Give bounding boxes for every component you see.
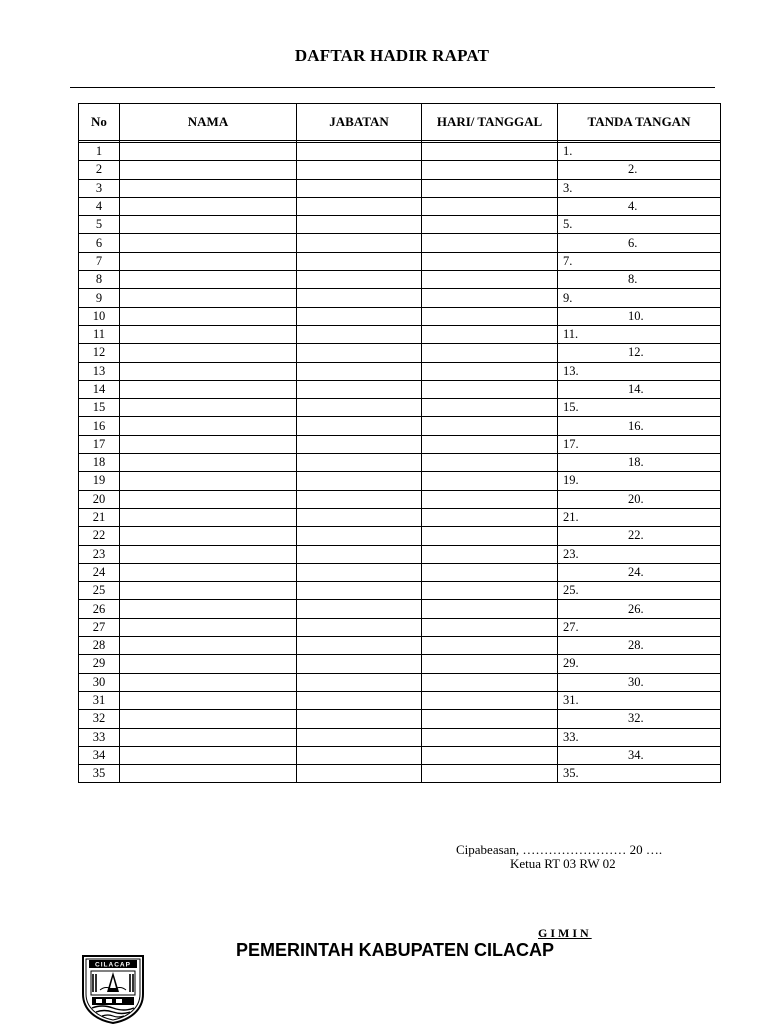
nama-cell [120, 380, 297, 398]
hari-tanggal-cell [422, 637, 558, 655]
column-header-hari-tanggal: HARI/ TANGGAL [422, 104, 558, 141]
signature-cell: 30. [558, 673, 721, 691]
table-row [79, 637, 721, 655]
jabatan-cell [297, 179, 422, 197]
nama-cell [120, 472, 297, 490]
column-header-tanda-tangan: TANDA TANGAN [558, 104, 721, 141]
jabatan-cell [297, 435, 422, 453]
jabatan-cell [297, 527, 422, 545]
signature-cell: 33. [558, 728, 721, 746]
jabatan-cell [297, 710, 422, 728]
hari-tanggal-cell [422, 655, 558, 673]
table-row [79, 234, 721, 252]
seal-text: CILACAP [95, 961, 131, 969]
nama-cell [120, 582, 297, 600]
nama-cell [120, 344, 297, 362]
signature-cell: 3. [558, 179, 721, 197]
row-number: 15 [79, 399, 120, 417]
jabatan-cell [297, 161, 422, 179]
signature-cell: 34. [558, 746, 721, 764]
table-row [79, 179, 721, 197]
signature-cell: 19. [558, 472, 721, 490]
table-row [79, 216, 721, 234]
signature-cell: 10. [558, 307, 721, 325]
signer-role: Ketua RT 03 RW 02 [510, 856, 616, 871]
row-number: 4 [79, 197, 120, 215]
signature-cell: 22. [558, 527, 721, 545]
regency-seal-icon [80, 954, 146, 1024]
jabatan-cell [297, 600, 422, 618]
table-row [79, 527, 721, 545]
nama-cell [120, 252, 297, 270]
nama-cell [120, 161, 297, 179]
hari-tanggal-cell [422, 600, 558, 618]
hari-tanggal-cell [422, 508, 558, 526]
column-header-jabatan: JABATAN [297, 104, 422, 141]
place-date-line: Cipabeasan, …………………… 20 …. [456, 842, 663, 857]
column-header-nama: NAMA [120, 104, 297, 141]
nama-cell [120, 362, 297, 380]
nama-cell [120, 746, 297, 764]
signature-cell: 32. [558, 710, 721, 728]
nama-cell [120, 691, 297, 709]
table-row [79, 545, 721, 563]
nama-cell [120, 289, 297, 307]
table-row [79, 143, 721, 161]
jabatan-cell [297, 380, 422, 398]
nama-cell [120, 179, 297, 197]
table-row [79, 307, 721, 325]
row-number: 32 [79, 710, 120, 728]
row-number: 11 [79, 325, 120, 343]
nama-cell [120, 655, 297, 673]
row-number: 31 [79, 691, 120, 709]
attendance-table [78, 103, 721, 783]
row-number: 22 [79, 527, 120, 545]
nama-cell [120, 197, 297, 215]
signature-cell: 26. [558, 600, 721, 618]
signature-cell: 4. [558, 197, 721, 215]
table-row [79, 399, 721, 417]
signature-cell: 2. [558, 161, 721, 179]
hari-tanggal-cell [422, 399, 558, 417]
hari-tanggal-cell [422, 197, 558, 215]
row-number: 23 [79, 545, 120, 563]
signature-cell: 20. [558, 490, 721, 508]
row-number: 6 [79, 234, 120, 252]
row-number: 25 [79, 582, 120, 600]
jabatan-cell [297, 417, 422, 435]
table-row [79, 563, 721, 581]
row-number: 12 [79, 344, 120, 362]
hari-tanggal-cell [422, 563, 558, 581]
jabatan-cell [297, 252, 422, 270]
jabatan-cell [297, 454, 422, 472]
table-row [79, 691, 721, 709]
row-number: 21 [79, 508, 120, 526]
header-row [79, 104, 721, 141]
hari-tanggal-cell [422, 362, 558, 380]
hari-tanggal-cell [422, 545, 558, 563]
row-number: 5 [79, 216, 120, 234]
table-row [79, 271, 721, 289]
nama-cell [120, 618, 297, 636]
government-heading: PEMERINTAH KABUPATEN CILACAP [236, 940, 554, 960]
hari-tanggal-cell [422, 161, 558, 179]
nama-cell [120, 271, 297, 289]
table-row [79, 490, 721, 508]
nama-cell [120, 216, 297, 234]
hari-tanggal-cell [422, 216, 558, 234]
hari-tanggal-cell [422, 380, 558, 398]
table-row [79, 472, 721, 490]
table-row [79, 417, 721, 435]
table-row [79, 508, 721, 526]
row-number: 1 [79, 143, 120, 161]
nama-cell [120, 527, 297, 545]
hari-tanggal-cell [422, 582, 558, 600]
hari-tanggal-cell [422, 527, 558, 545]
hari-tanggal-cell [422, 490, 558, 508]
signature-cell: 13. [558, 362, 721, 380]
row-number: 18 [79, 454, 120, 472]
jabatan-cell [297, 746, 422, 764]
title-rule [70, 87, 715, 88]
signature-cell: 1. [558, 143, 721, 161]
table-row [79, 435, 721, 453]
nama-cell [120, 637, 297, 655]
jabatan-cell [297, 508, 422, 526]
hari-tanggal-cell [422, 307, 558, 325]
row-number: 10 [79, 307, 120, 325]
hari-tanggal-cell [422, 673, 558, 691]
table-row [79, 618, 721, 636]
signature-cell: 12. [558, 344, 721, 362]
table-row [79, 344, 721, 362]
hari-tanggal-cell [422, 344, 558, 362]
nama-cell [120, 490, 297, 508]
signature-cell: 17. [558, 435, 721, 453]
nama-cell [120, 325, 297, 343]
jabatan-cell [297, 673, 422, 691]
nama-cell [120, 307, 297, 325]
jabatan-cell [297, 325, 422, 343]
row-number: 27 [79, 618, 120, 636]
row-number: 17 [79, 435, 120, 453]
row-number: 20 [79, 490, 120, 508]
row-number: 33 [79, 728, 120, 746]
table-row [79, 380, 721, 398]
nama-cell [120, 710, 297, 728]
table-row [79, 454, 721, 472]
table-row [79, 582, 721, 600]
table-row [79, 728, 721, 746]
hari-tanggal-cell [422, 325, 558, 343]
nama-cell [120, 234, 297, 252]
signature-cell: 25. [558, 582, 721, 600]
signature-cell: 6. [558, 234, 721, 252]
row-number: 24 [79, 563, 120, 581]
nama-cell [120, 765, 297, 783]
row-number: 28 [79, 637, 120, 655]
signature-cell: 21. [558, 508, 721, 526]
jabatan-cell [297, 563, 422, 581]
jabatan-cell [297, 362, 422, 380]
row-number: 26 [79, 600, 120, 618]
hari-tanggal-cell [422, 271, 558, 289]
hari-tanggal-cell [422, 454, 558, 472]
row-number: 9 [79, 289, 120, 307]
nama-cell [120, 143, 297, 161]
hari-tanggal-cell [422, 691, 558, 709]
signature-cell: 28. [558, 637, 721, 655]
nama-cell [120, 563, 297, 581]
jabatan-cell [297, 344, 422, 362]
signature-cell: 18. [558, 454, 721, 472]
table-row [79, 161, 721, 179]
row-number: 13 [79, 362, 120, 380]
nama-cell [120, 399, 297, 417]
jabatan-cell [297, 197, 422, 215]
jabatan-cell [297, 765, 422, 783]
nama-cell [120, 728, 297, 746]
signature-cell: 7. [558, 252, 721, 270]
row-number: 19 [79, 472, 120, 490]
table-row [79, 710, 721, 728]
jabatan-cell [297, 691, 422, 709]
table-row [79, 746, 721, 764]
nama-cell [120, 508, 297, 526]
signature-cell: 9. [558, 289, 721, 307]
signature-cell: 27. [558, 618, 721, 636]
jabatan-cell [297, 618, 422, 636]
jabatan-cell [297, 637, 422, 655]
hari-tanggal-cell [422, 472, 558, 490]
nama-cell [120, 673, 297, 691]
hari-tanggal-cell [422, 765, 558, 783]
row-number: 14 [79, 380, 120, 398]
jabatan-cell [297, 728, 422, 746]
document-title: DAFTAR HADIR RAPAT [294, 46, 490, 65]
row-number: 29 [79, 655, 120, 673]
row-number: 35 [79, 765, 120, 783]
table-row [79, 362, 721, 380]
table-row [79, 655, 721, 673]
jabatan-cell [297, 234, 422, 252]
nama-cell [120, 600, 297, 618]
row-number: 2 [79, 161, 120, 179]
jabatan-cell [297, 143, 422, 161]
jabatan-cell [297, 655, 422, 673]
hari-tanggal-cell [422, 710, 558, 728]
hari-tanggal-cell [422, 289, 558, 307]
signature-cell: 15. [558, 399, 721, 417]
signature-cell: 35. [558, 765, 721, 783]
table-row [79, 289, 721, 307]
hari-tanggal-cell [422, 417, 558, 435]
hari-tanggal-cell [422, 435, 558, 453]
jabatan-cell [297, 582, 422, 600]
row-number: 16 [79, 417, 120, 435]
table-row [79, 325, 721, 343]
signature-cell: 23. [558, 545, 721, 563]
table-row [79, 252, 721, 270]
signature-cell: 8. [558, 271, 721, 289]
hari-tanggal-cell [422, 746, 558, 764]
signature-cell: 14. [558, 380, 721, 398]
nama-cell [120, 454, 297, 472]
signature-cell: 5. [558, 216, 721, 234]
hari-tanggal-cell [422, 143, 558, 161]
row-number: 3 [79, 179, 120, 197]
hari-tanggal-cell [422, 179, 558, 197]
signature-cell: 29. [558, 655, 721, 673]
jabatan-cell [297, 490, 422, 508]
jabatan-cell [297, 307, 422, 325]
hari-tanggal-cell [422, 618, 558, 636]
nama-cell [120, 417, 297, 435]
signature-cell: 16. [558, 417, 721, 435]
hari-tanggal-cell [422, 234, 558, 252]
nama-cell [120, 545, 297, 563]
jabatan-cell [297, 271, 422, 289]
table-row [79, 765, 721, 783]
hari-tanggal-cell [422, 252, 558, 270]
signature-cell: 24. [558, 563, 721, 581]
row-number: 8 [79, 271, 120, 289]
row-number: 30 [79, 673, 120, 691]
row-number: 34 [79, 746, 120, 764]
table-row [79, 197, 721, 215]
row-number: 7 [79, 252, 120, 270]
table-row [79, 600, 721, 618]
column-header-no: No [79, 104, 120, 141]
jabatan-cell [297, 545, 422, 563]
signer-name: GIMIN [538, 926, 592, 940]
jabatan-cell [297, 472, 422, 490]
signature-cell: 31. [558, 691, 721, 709]
hari-tanggal-cell [422, 728, 558, 746]
jabatan-cell [297, 289, 422, 307]
jabatan-cell [297, 399, 422, 417]
nama-cell [120, 435, 297, 453]
table-row [79, 673, 721, 691]
jabatan-cell [297, 216, 422, 234]
signature-cell: 11. [558, 325, 721, 343]
